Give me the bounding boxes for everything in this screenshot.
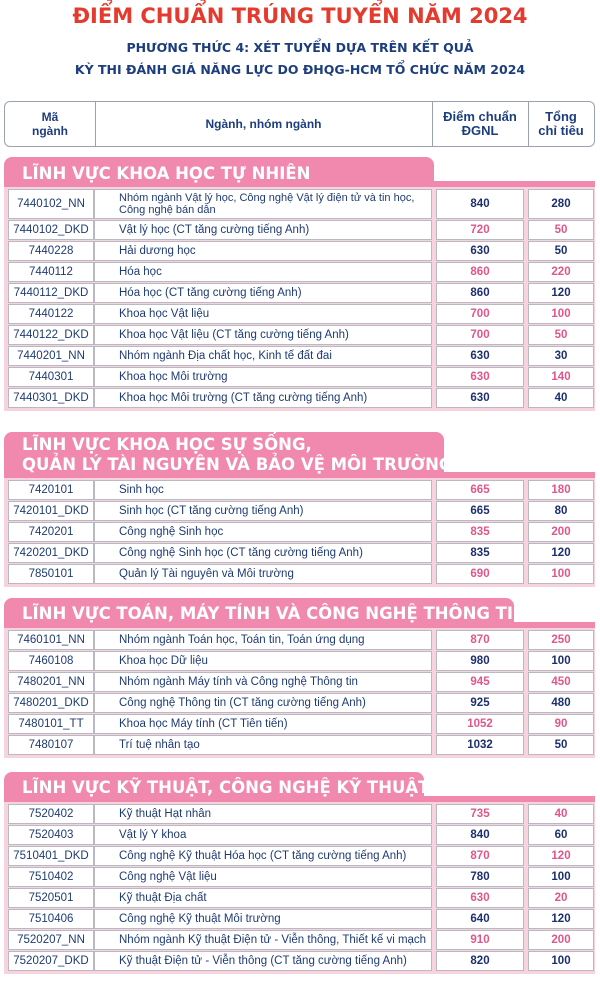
major-name: Kỹ thuật Địa chất — [94, 888, 432, 908]
major-code: 7420101 — [8, 480, 94, 500]
major-name: Khoa học Môi trường (CT tăng cường tiếng Anh) — [94, 388, 432, 408]
major-code: 7480201_DKD — [8, 693, 94, 713]
section-natural-sciences — [4, 157, 595, 411]
major-code: 7440102_NN — [8, 189, 94, 219]
major-code: 7440112 — [8, 262, 94, 282]
total-quota: 120 — [528, 846, 594, 866]
total-quota: 40 — [528, 388, 594, 408]
table-row — [4, 480, 595, 500]
major-name: Kỹ thuật Hạt nhân — [94, 804, 432, 824]
major-name: Khoa học Dữ liệu — [94, 651, 432, 671]
cutoff-score: 925 — [436, 693, 524, 713]
section-math-computing — [4, 598, 595, 758]
major-code: 7440122 — [8, 304, 94, 324]
total-quota: 50 — [528, 325, 594, 345]
total-quota: 60 — [528, 825, 594, 845]
major-code: 7480107 — [8, 735, 94, 755]
cutoff-score: 945 — [436, 672, 524, 692]
total-quota: 100 — [528, 304, 594, 324]
major-code: 7510402 — [8, 867, 94, 887]
cutoff-score: 870 — [436, 630, 524, 650]
cutoff-score: 835 — [436, 522, 524, 542]
page-title: ĐIỂM CHUẨN TRÚNG TUYỂN NĂM 2024 — [72, 4, 528, 28]
cutoff-score: 1052 — [436, 714, 524, 734]
cutoff-score: 835 — [436, 543, 524, 563]
major-name: Khoa học Vật liệu — [94, 304, 432, 324]
header-name: Ngành, nhóm ngành — [205, 117, 322, 131]
cutoff-score: 690 — [436, 564, 524, 584]
table-row — [4, 846, 595, 866]
major-name: Khoa học Máy tính (CT Tiên tiến) — [94, 714, 432, 734]
total-quota: 120 — [528, 543, 594, 563]
cutoff-score: 665 — [436, 501, 524, 521]
major-code: 7520207_NN — [8, 930, 94, 950]
section-title: LĨNH VỰC KỸ THUẬT, CÔNG NGHỆ KỸ THUẬT — [22, 778, 430, 797]
major-code: 7520207_DKD — [8, 951, 94, 971]
major-code: 7520403 — [8, 825, 94, 845]
major-code: 7850101 — [8, 564, 94, 584]
cutoff-score: 820 — [436, 951, 524, 971]
cutoff-score: 665 — [436, 480, 524, 500]
table-row — [4, 564, 595, 584]
cutoff-score: 860 — [436, 262, 524, 282]
cutoff-score: 630 — [436, 241, 524, 261]
total-quota: 120 — [528, 909, 594, 929]
total-quota: 180 — [528, 480, 594, 500]
major-code: 7420101_DKD — [8, 501, 94, 521]
table-row — [4, 241, 595, 261]
header-code: Mã ngành — [32, 110, 68, 138]
table-row — [4, 522, 595, 542]
total-quota: 120 — [528, 283, 594, 303]
section-engineering — [4, 772, 595, 974]
major-name: Quản lý Tài nguyên và Môi trường — [94, 564, 432, 584]
major-code: 7440201_NN — [8, 346, 94, 366]
major-code: 7480201_NN — [8, 672, 94, 692]
total-quota: 100 — [528, 951, 594, 971]
total-quota: 50 — [528, 220, 594, 240]
total-quota: 480 — [528, 693, 594, 713]
total-quota: 50 — [528, 735, 594, 755]
table-row — [4, 693, 595, 713]
table-row — [4, 714, 595, 734]
table-row — [4, 804, 595, 824]
table-row — [4, 262, 595, 282]
major-name: Hải dương học — [94, 241, 432, 261]
table-row — [4, 304, 595, 324]
table-row — [4, 367, 595, 387]
major-name: Công nghệ Kỹ thuật Hóa học (CT tăng cường tiếng Anh) — [94, 846, 432, 866]
subtitle-method: PHƯƠNG THỨC 4: XÉT TUYỂN DỰA TRÊN KẾT QUẢ — [126, 40, 474, 55]
major-name: Trí tuệ nhân tạo — [94, 735, 432, 755]
major-code: 7440122_DKD — [8, 325, 94, 345]
major-name: Kỹ thuật Điện tử - Viễn thông (CT tăng cường tiếng Anh) — [94, 951, 432, 971]
major-name: Khoa học Vật liệu (CT tăng cường tiếng Anh) — [94, 325, 432, 345]
table-row — [4, 283, 595, 303]
major-name: Sinh học — [94, 480, 432, 500]
major-code: 7440301_DKD — [8, 388, 94, 408]
major-code: 7520402 — [8, 804, 94, 824]
table-row — [4, 951, 595, 971]
table-row — [4, 735, 595, 755]
total-quota: 220 — [528, 262, 594, 282]
major-code: 7520501 — [8, 888, 94, 908]
header-quota: Tổng chỉ tiêu — [538, 109, 584, 138]
cutoff-score: 630 — [436, 346, 524, 366]
table-row — [4, 930, 595, 950]
total-quota: 200 — [528, 930, 594, 950]
major-code: 7460108 — [8, 651, 94, 671]
cutoff-score: 840 — [436, 189, 524, 219]
table-row — [4, 651, 595, 671]
major-name: Công nghệ Sinh học — [94, 522, 432, 542]
table-row — [4, 501, 595, 521]
table-row — [4, 672, 595, 692]
major-name: Công nghệ Sinh học (CT tăng cường tiếng Anh) — [94, 543, 432, 563]
cutoff-score: 980 — [436, 651, 524, 671]
major-name: Công nghệ Vật liệu — [94, 867, 432, 887]
major-code: 7420201 — [8, 522, 94, 542]
cutoff-score: 700 — [436, 304, 524, 324]
cutoff-score: 870 — [436, 846, 524, 866]
table-row — [4, 825, 595, 845]
cutoff-score: 840 — [436, 825, 524, 845]
cutoff-score: 910 — [436, 930, 524, 950]
table-row — [4, 346, 595, 366]
major-name: Nhóm ngành Địa chất học, Kinh tế đất đai — [94, 346, 432, 366]
total-quota: 30 — [528, 346, 594, 366]
cutoff-score: 860 — [436, 283, 524, 303]
total-quota: 200 — [528, 522, 594, 542]
total-quota: 50 — [528, 241, 594, 261]
table-row — [4, 388, 595, 408]
major-code: 7510406 — [8, 909, 94, 929]
total-quota: 450 — [528, 672, 594, 692]
total-quota: 140 — [528, 367, 594, 387]
cutoff-score: 720 — [436, 220, 524, 240]
cutoff-score: 1032 — [436, 735, 524, 755]
major-name: Nhóm ngành Vật lý học, Công nghệ Vật lý điện tử và tin học, Công nghệ bán dẫn — [94, 189, 432, 219]
total-quota: 80 — [528, 501, 594, 521]
total-quota: 90 — [528, 714, 594, 734]
subtitle-exam: KỲ THI ĐÁNH GIÁ NĂNG LỰC DO ĐHQG-HCM TỔ CHỨC NĂM 2024 — [74, 62, 526, 77]
total-quota: 280 — [528, 189, 594, 219]
cutoff-score: 780 — [436, 867, 524, 887]
major-name: Hóa học — [94, 262, 432, 282]
major-name: Vật lý học (CT tăng cường tiếng Anh) — [94, 220, 432, 240]
total-quota: 100 — [528, 867, 594, 887]
header-score: Điểm chuẩn ĐGNL — [443, 109, 517, 138]
major-code: 7440102_DKD — [8, 220, 94, 240]
total-quota: 250 — [528, 630, 594, 650]
table-row — [4, 220, 595, 240]
total-quota: 20 — [528, 888, 594, 908]
major-name: Nhóm ngành Toán học, Toán tin, Toán ứng dụng — [94, 630, 432, 650]
section-title: LĨNH VỰC TOÁN, MÁY TÍNH VÀ CÔNG NGHỆ THÔNG TIN — [22, 604, 527, 623]
major-code: 7460101_NN — [8, 630, 94, 650]
section-title: LĨNH VỰC KHOA HỌC SỰ SỐNG, — [22, 435, 312, 454]
section-title-line2: QUẢN LÝ TÀI NGUYÊN VÀ BẢO VỆ MÔI TRƯỜNG — [22, 455, 453, 474]
major-code: 7480101_TT — [8, 714, 94, 734]
total-quota: 100 — [528, 564, 594, 584]
table-row — [4, 867, 595, 887]
table-row — [4, 630, 595, 650]
major-name: Vật lý Y khoa — [94, 825, 432, 845]
major-name: Công nghệ Thông tin (CT tăng cường tiếng Anh) — [94, 693, 432, 713]
cutoff-score: 630 — [436, 888, 524, 908]
major-code: 7440112_DKD — [8, 283, 94, 303]
cutoff-score: 630 — [436, 388, 524, 408]
major-code: 7440228 — [8, 241, 94, 261]
table-row — [4, 543, 595, 563]
total-quota: 100 — [528, 651, 594, 671]
table-header — [4, 101, 595, 147]
major-code: 7420201_DKD — [8, 543, 94, 563]
cutoff-score: 735 — [436, 804, 524, 824]
major-name: Nhóm ngành Kỹ thuật Điện tử - Viễn thông, Thiết kế vi mạch — [94, 930, 432, 950]
table-row — [4, 888, 595, 908]
major-code: 7510401_DKD — [8, 846, 94, 866]
table-row — [4, 325, 595, 345]
major-name: Khoa học Môi trường — [94, 367, 432, 387]
major-code: 7440301 — [8, 367, 94, 387]
major-name: Hóa học (CT tăng cường tiếng Anh) — [94, 283, 432, 303]
cutoff-score: 640 — [436, 909, 524, 929]
section-title: LĨNH VỰC KHOA HỌC TỰ NHIÊN — [22, 164, 311, 183]
cutoff-score: 700 — [436, 325, 524, 345]
major-name: Công nghệ Kỹ thuật Môi trường — [94, 909, 432, 929]
table-row — [4, 189, 595, 219]
major-name: Nhóm ngành Máy tính và Công nghệ Thông tin — [94, 672, 432, 692]
total-quota: 40 — [528, 804, 594, 824]
cutoff-score: 630 — [436, 367, 524, 387]
major-name: Sinh học (CT tăng cường tiếng Anh) — [94, 501, 432, 521]
section-life-sciences — [4, 432, 595, 587]
table-row — [4, 909, 595, 929]
